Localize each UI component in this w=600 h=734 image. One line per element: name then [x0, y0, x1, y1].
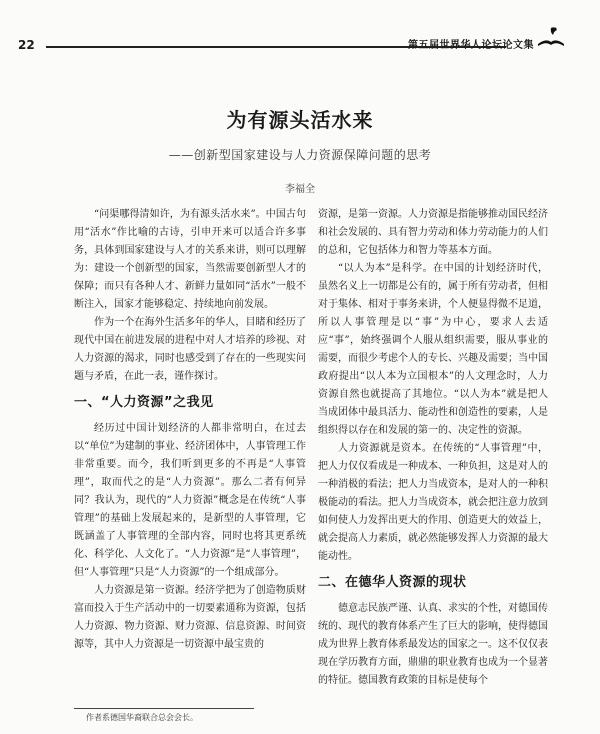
paragraph: 经历过中国计划经济的人都非常明白，在过去以“单位”为建制的事业、经济团体中，人事管理工作非常重要。而今，我们听到更多的不再是“人事管理”，取而代之的是“人力资源”。那么二者有何异同？我认为，现代的“人力资源”概念是在传统“人事管理”的基础上发展起来的，是新型的人事管理，它既涵盖了人事管理的全部内容，同时也将其更系统化、科学化、人文化了。“人力资源”是“人事管理”，但“人事管理”只是“人力资源”的一个组成部分。	[74, 423, 306, 578]
paragraph: 人力资源是第一资源。经济学把为了创造物质财富而投入于生产活动中的一切要素通称为资源，包括人力资源、物力资源、财力资源、信息资源、时间资源等，其中人力资源是一切资源中最宝贵的	[74, 585, 306, 650]
paragraph: “问渠哪得清如许，为有源头活水来”。中国古句用“活水”作比喻的古诗，引申开来可以适合许多事务，具体到国家建设与人才的关系来讲，则可以理解为：建设一个创新型的国家，当然需要创新型人才的保障；而只有各种人才、新鲜力量如同“活水”一般不断注入，国家才能够稳定、持续地向前发展。	[74, 209, 306, 310]
section-heading: 一、“人力资源”之我见	[74, 395, 214, 410]
left-column	[74, 206, 306, 654]
book-logo-icon	[536, 24, 566, 48]
paragraph: 资源，是第一资源。人力资源是指能够推动国民经济和社会发展的、具有智力劳动和体力劳动能力的人们的总和，它包括体力和智力等基本方面。	[318, 209, 548, 256]
section-heading: 二、在德华人资源的现状	[318, 575, 467, 590]
article-title: 为有源头活水来	[226, 108, 374, 132]
footnote: 作者系德国华裔联合总会会长。	[86, 713, 198, 722]
right-column	[318, 206, 548, 690]
paragraph: 人力资源就是资本。在传统的“人事管理”中，把人力仅仅看成是一种成本、一种负担，这是对人的一种消极的看法；把人力当成资本，是对人的一种积极能动的看法。把人力当成资本，就会把注意力放到如何使人力发挥出更大的作用、创造更大的效益上，就会提高人力素质，就必然能够发挥人力资源的最大能动性。	[318, 443, 548, 562]
paragraph: “以人为本”是科学。在中国的计划经济时代，虽然名义上一切都是公有的，属于所有劳动者，但相对于集体、相对于事务来讲，个人便显得微不足道，所以人事管理是以“事”为中心，要求人去适应“事”，始终强调个人服从组织需要，服从事业的需要，而很少考虑个人的专长、兴趣及需要；当中国政府提出“以人本为立国根本”的人文理念时，人力资源自然也就提高了其地位。“以人为本”就是把人当成团体中最具活力、能动性和创造性的要素，人是组织得以存在和发展的第一的、决定性的资源。	[318, 263, 548, 436]
page-number: 22	[18, 38, 35, 52]
paragraph: 德意志民族严谨、认真、求实的个性，对德国传统的、现代的教育体系产生了巨大的影响，使得德国成为世界上教育体系最发达的国家之一。这不仅仅表现在学历教育方面，鼎鼎的职业教育也成为一个显著的特征。德国教育政策的目标是使每个	[318, 603, 548, 686]
footnote-rule	[74, 708, 254, 709]
paragraph: 作为一个在海外生活多年的华人，目睹和经历了现代中国在前进发展的进程中对人才培养的珍视、对人力资源的渴求，同时也感受到了存在的一些现实问题与矛盾，在此一表，谨作探讨。	[74, 317, 306, 382]
running-title: 第五届世界华人论坛论文集	[408, 40, 534, 51]
article-author: 李福全	[285, 184, 315, 195]
article-subtitle: ——创新型国家建设与人力资源保障问题的思考	[168, 148, 432, 162]
